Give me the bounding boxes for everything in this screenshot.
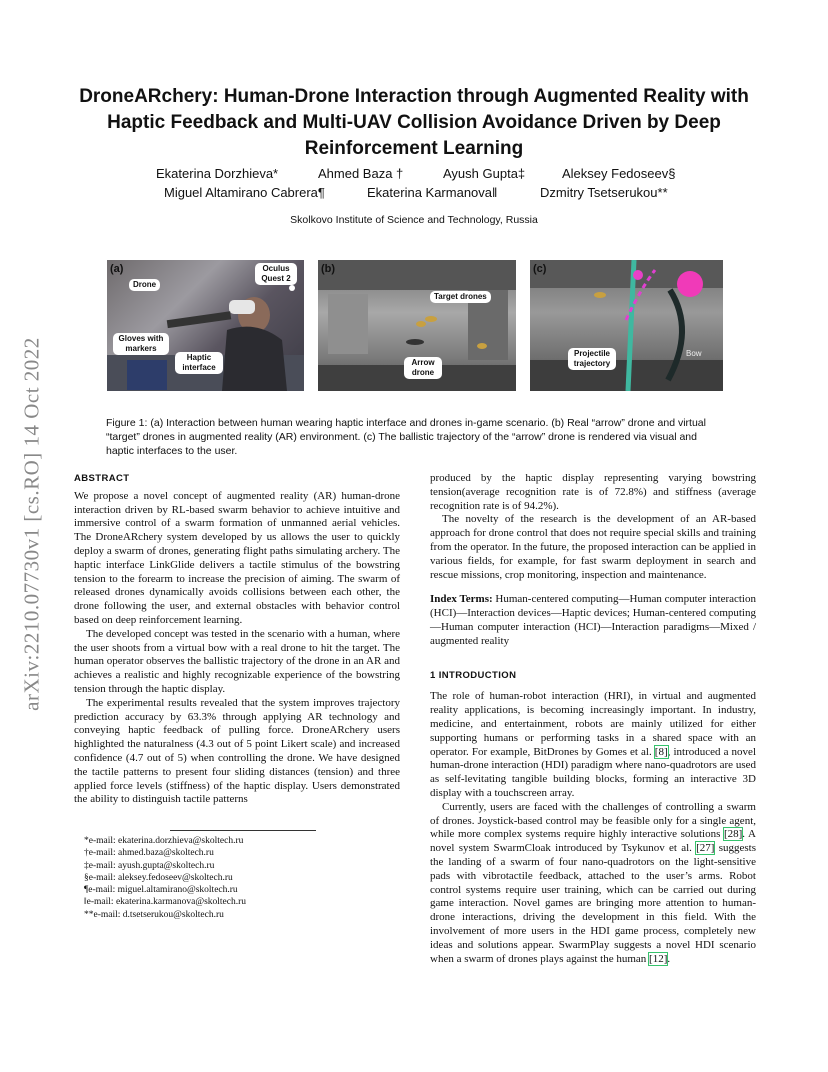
footnote-6: ‖e-mail: ekaterina.karmanova@skoltech.ru [84, 897, 247, 908]
footnote-5: ¶e-mail: miguel.altamirano@skoltech.ru [84, 885, 238, 896]
index-terms [430, 593, 756, 648]
intro-p2 [430, 801, 756, 967]
intro-p1-text-a: The role of human-robot interaction (HRI), in virtual and augmented reality applications, is becoming increasingly important. In industry, medicine, and entertainment, robots are mainly utilized for either supporting humans or performing tasks in a shared space with an operator. For example, BitDrones by Gomes et al. [430, 690, 756, 758]
footnote-1: *e-mail: ekaterina.dorzhieva@skoltech.ru [84, 836, 244, 846]
abstract-p4: The novelty of the research is the development of an AR-based approach for drone control that does not require special skills and training from the operator. In the future, the proposed interaction can be applied in various fields, for example, for fast swarm deployment in search and rescue missions, crop monitoring, inspection and maintenance. [430, 513, 756, 581]
author-7: Dzmitry Tsetserukou** [540, 185, 668, 200]
citation-27[interactable]: [27] [696, 842, 715, 855]
intro-p1 [430, 690, 756, 800]
abstract-p3-cont: produced by the haptic display representing varying bowstring tension(average recognition rate is of 72.8%) and stiffness (average recognition rate is of 94.2%). [430, 472, 756, 512]
abstract-p1: We propose a novel concept of augmented reality (AR) human-drone interaction driven by RL-based swarm behavior to achieve intuitive and immersive control of a swarm formation of unmanned aerial vehicles. The DroneARchery system developed by us allows the user to quickly deploy a swarm of drones, generating flight paths simulating archery. The haptic interface LinkGlide delivers a tactile stimulus of the bowstring tension to the forearm to increase the precision of aiming. The swarm of released drones dynamically avoids collisions between each other, the drone following the user, and external obstacles with behavior control based on deep reinforcement learning. [74, 489, 400, 626]
paper-title: DroneARchery: Human-Drone Interaction through Augmented Reality with Haptic Feedback and Multi-UAV Collision Avoidance Driven by Deep Reinforcement Learning [79, 86, 749, 159]
panel-a-label: (a) [110, 263, 124, 275]
tag-drone: Drone [129, 279, 160, 291]
footnote-7: **e-mail: d.tsetserukou@skoltech.ru [84, 909, 224, 920]
affiliation: Skolkovo Institute of Science and Technology, Russia [290, 214, 538, 226]
intro-p2-text-b: . A novel system SwarmCloak introduced by Tsykunov et al. [430, 828, 756, 855]
tag-arrow-drone: Arrow drone [404, 357, 442, 379]
arxiv-sidebar-id [14, 284, 50, 764]
figure-panel-b [318, 260, 516, 391]
citation-12[interactable]: [12] [649, 952, 668, 965]
citation-28[interactable]: [28] [723, 828, 743, 841]
tag-oculus-quest-2: Oculus Quest 2 [255, 263, 297, 285]
figure-panel-a [107, 260, 304, 391]
panel-b-label: (b) [321, 263, 336, 275]
intro-p2-text-c: suggests the landing of a swarm of four nano-quadrotors on the light-sensitive pads with vibrotactile feedback, attached to the user’s arms. Robot control systems require user training, which can be carried out during game interaction. Novel games are bringing more attention to human-drone interactions, driving the development in this field. With the involvement of more users in the HDI game process, completely new ideas and solutions appear. SwarmPlay suggests a novel HDI scenario when a swarm of drones plays against the human [430, 842, 756, 965]
index-terms-text: Human-centered computing—Human computer interaction (HCI)—Interaction devices—Haptic devices; Human-centered computing—Human computer interaction (HCI)—Interaction paradigms—Mixed / augmented reality [430, 593, 756, 647]
tag-bow: Bow [686, 349, 702, 358]
footnote-4: §e-mail: aleksey.fedoseev@skoltech.ru [84, 872, 233, 883]
intro-heading: 1 INTRODUCTION [430, 669, 517, 681]
footnote-3: ‡e-mail: ayush.gupta@skoltech.ru [84, 860, 215, 871]
right-column [430, 472, 756, 966]
footnote-rule [170, 830, 316, 831]
footnote-2: †e-mail: ahmed.baza@skoltech.ru [84, 848, 214, 859]
left-column [74, 472, 400, 807]
tag-gloves-with-markers: Gloves with markers [113, 333, 169, 355]
author-5: Miguel Altamirano Cabrera¶ [164, 185, 325, 200]
arxiv-id-text: arXiv:2210.07730v1 [cs.RO] 14 Oct 2022 [19, 337, 44, 711]
citation-8[interactable]: [8] [654, 745, 668, 758]
tag-haptic-interface: Haptic interface [175, 352, 223, 374]
intro-p2-text-d: . [667, 952, 671, 965]
abstract-p3: The experimental results revealed that the system improves trajectory prediction accuracy by 63.3% through applying AR technology and conveying haptic feedback of pulling force. DroneARchery users highlighted the naturalness (4.3 out of 5 point Likert scale) and increased confidence (4.7 out of 5) when controlling the drone. We have designed the tactile patterns to present four sliding distances (tension) and three applied force levels (stiffness) of the haptic display. Users demonstrated the ability to distinguish tactile patterns [74, 696, 400, 806]
figure-panel-c [530, 260, 723, 391]
index-terms-label: Index Terms: [430, 593, 493, 606]
panel-c-label: (c) [533, 263, 547, 275]
photo-trajectory-render [530, 260, 723, 391]
author-6: Ekaterina Karmanova‖ [367, 185, 498, 200]
author-2: Ahmed Baza † [318, 166, 404, 181]
tag-target-drones: Target drones [430, 291, 491, 303]
abstract-heading: ABSTRACT [74, 473, 130, 484]
footnotes [84, 835, 404, 921]
tag-projectile-trajectory: Projectile trajectory [568, 348, 616, 370]
author-1: Ekaterina Dorzhieva* [156, 166, 279, 181]
intro-p2-text-a: Currently, users are faced with the challenges of controlling a swarm of drones. Joystick-based control may be feasible only for a single agent, while more complex systems require highly interactive solutions [430, 800, 756, 841]
author-3: Ayush Gupta‡ [443, 166, 526, 181]
author-4: Aleksey Fedoseev§ [562, 166, 676, 181]
intro-p1-text-b: , introduced a novel human-drone interaction (HDI) paradigm where nano-quadrotors are used as self-levitating tangible building blocks, forming an interactive 3D display with a touchscreen array. [430, 745, 756, 799]
abstract-p2: The developed concept was tested in the scenario with a human, where the user shoots from a virtual bow with a real drone to hit the target. The human operator observes the ballistic trajectory of the drone in an AR and achieves a realistic and highly recognizable experience of the bowstring tension through the haptic display. [74, 627, 400, 695]
figure-caption: Figure 1: (a) Interaction between human wearing haptic interface and drones in-game scenario. (b) Real “arrow” drone and virtual “target” drones in augmented reality (AR) environment. (c) The ballistic trajectory of the “arrow” drone is rendered via visual and haptic interfaces to the user. [106, 417, 706, 457]
